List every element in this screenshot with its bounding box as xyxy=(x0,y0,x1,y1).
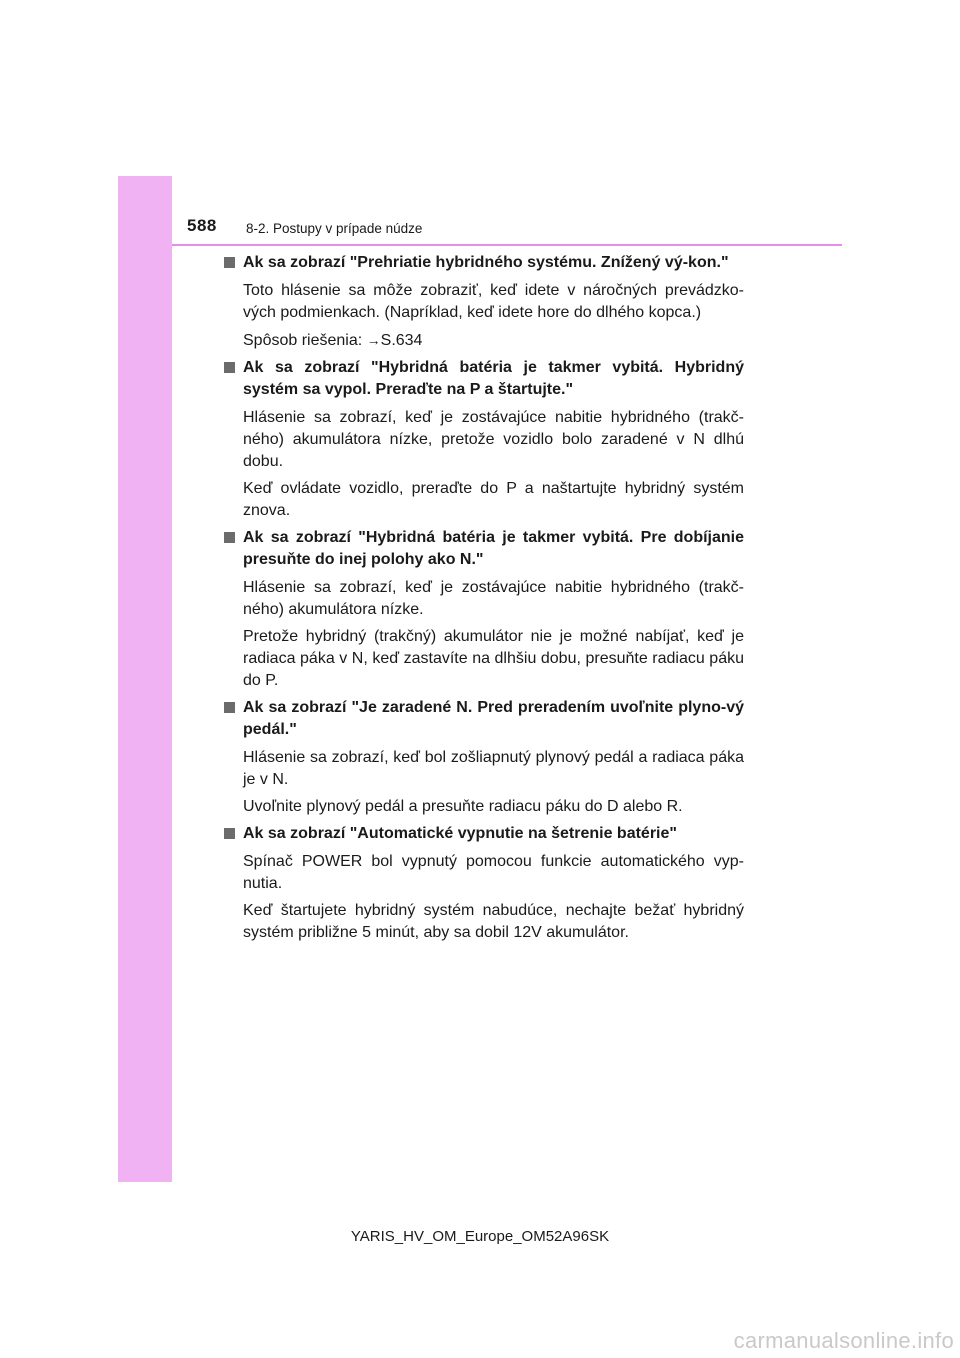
arrow-right-icon: → xyxy=(366,332,381,348)
paragraph: Keď ovládate vozidlo, preraďte do P a naštartujte hybridný systém znova. xyxy=(243,480,744,519)
message-item xyxy=(220,823,744,944)
heading-text: Ak sa zobrazí "Je zaradené N. Pred preradením uvoľnite plyno-vý pedál." xyxy=(243,699,744,738)
heading-text: Ak sa zobrazí "Prehriatie hybridného systému. Znížený vý-kon." xyxy=(243,254,729,271)
document-code: YARIS_HV_OM_Europe_OM52A96SK xyxy=(350,1228,610,1245)
message-item xyxy=(220,357,744,522)
message-item xyxy=(220,527,744,692)
heading-text: Ak sa zobrazí "Hybridná batéria je takmer vybitá. Pre dobíjanie presuňte do inej polohy ako N." xyxy=(243,529,744,568)
reference-prefix: Spôsob riešenia: xyxy=(243,332,367,349)
heading-text: Ak sa zobrazí "Hybridná batéria je takmer vybitá. Hybridný systém sa vypol. Preraďte na P a štartujte." xyxy=(243,359,744,398)
paragraph: Hlásenie sa zobrazí, keď je zostávajúce nabitie hybridného (trakč-ného) akumulátora nízke, pretože vozidlo bolo zaradené v N dlhú dobu. xyxy=(243,409,744,470)
square-bullet-icon xyxy=(224,257,235,268)
paragraph: Pretože hybridný (trakčný) akumulátor nie je možné nabíjať, keď je radiaca páka v N, keď zastavíte na dlhšiu dobu, presuňte radiacu páku do P. xyxy=(243,628,744,689)
reference-page-link[interactable]: S.634 xyxy=(380,332,423,349)
paragraph: Hlásenie sa zobrazí, keď bol zošliapnutý plynový pedál a radiaca páka je v N. xyxy=(243,749,744,788)
paragraph: Hlásenie sa zobrazí, keď je zostávajúce nabitie hybridného (trakč-ného) akumulátora nízke. xyxy=(243,579,744,618)
paragraph: Spínač POWER bol vypnutý pomocou funkcie automatického vyp-nutia. xyxy=(243,853,744,892)
message-heading xyxy=(220,697,744,741)
watermark: carmanualsonline.info xyxy=(733,1328,954,1353)
square-bullet-icon xyxy=(224,828,235,839)
header-divider xyxy=(172,244,842,246)
message-item xyxy=(220,252,744,352)
paragraph: Uvoľnite plynový pedál a presuňte radiacu páku do D alebo R. xyxy=(243,798,683,815)
paragraph: Keď štartujete hybridný systém nabudúce, nechajte bežať hybridný systém približne 5 minút, aby sa dobil 12V akumulátor. xyxy=(243,902,744,941)
message-heading xyxy=(220,823,744,845)
side-tab xyxy=(118,176,172,1182)
page-content xyxy=(220,252,744,949)
paragraph: Toto hlásenie sa môže zobraziť, keď idete v náročných prevádzko-vých podmienkach. (Napríklad, keď idete hore do dlhého kopca.) xyxy=(243,282,744,321)
square-bullet-icon xyxy=(224,362,235,373)
square-bullet-icon xyxy=(224,702,235,713)
solution-reference xyxy=(220,329,744,352)
heading-text: Ak sa zobrazí "Automatické vypnutie na šetrenie batérie" xyxy=(243,825,677,842)
message-heading xyxy=(220,357,744,401)
section-title: 8-2. Postupy v prípade núdze xyxy=(246,221,423,236)
message-heading xyxy=(220,252,744,274)
page-number: 588 xyxy=(187,216,217,235)
message-heading xyxy=(220,527,744,571)
square-bullet-icon xyxy=(224,532,235,543)
message-item xyxy=(220,697,744,818)
